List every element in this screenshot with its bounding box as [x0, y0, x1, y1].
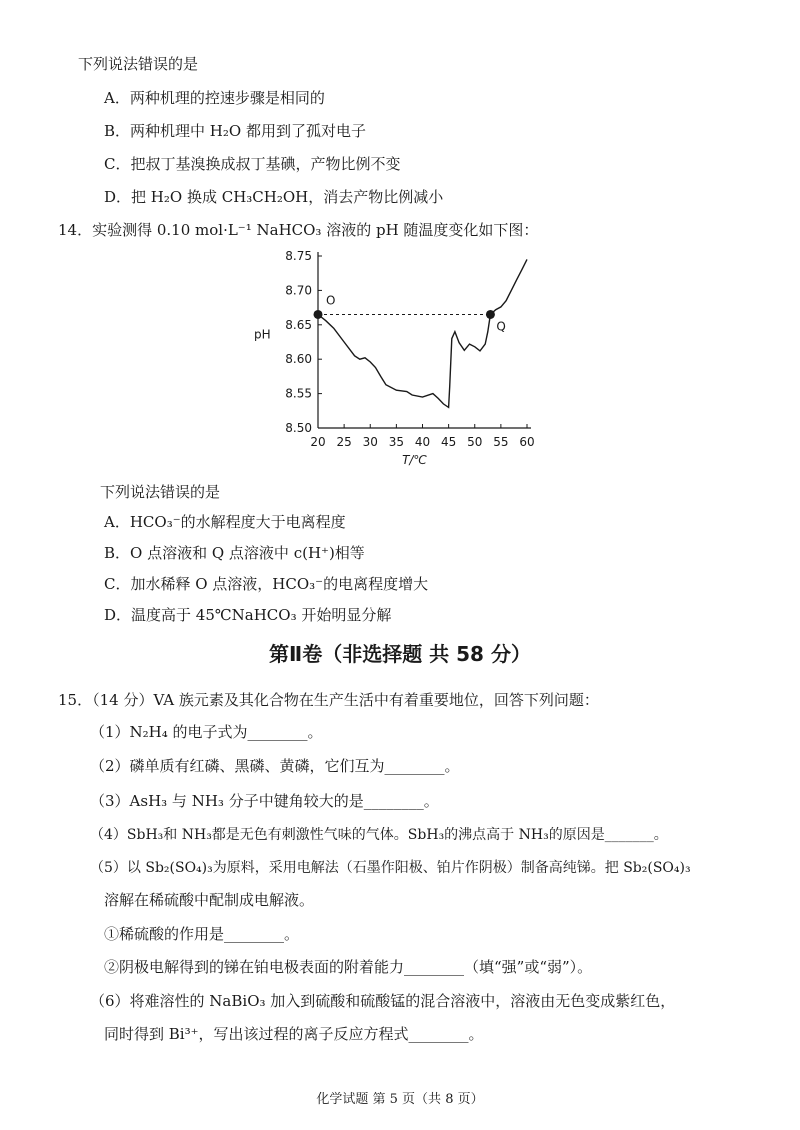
- y-tick-label: 8.65: [285, 317, 312, 332]
- chart-points: [314, 293, 506, 333]
- q15-part-6b: 同时得到 Bi³⁺，写出该过程的离子反应方程式________。: [104, 1025, 484, 1043]
- page-footer: 化学试题 第 5 页（共 8 页）: [316, 1092, 484, 1107]
- q14-stem: 14．实验测得 0.10 mol·L⁻¹ NaHCO₃ 溶液的 pH 随温度变化如下图：: [58, 221, 539, 239]
- y-axis-label: pH: [254, 327, 271, 342]
- q15-part-5a: （5）以 Sb₂(SO₄)₃为原料，采用电解法（石墨作阳极、铂片作阴极）制备高纯锑。把 Sb₂(SO₄)₃: [90, 860, 691, 876]
- x-axis-label: T/℃: [402, 453, 427, 467]
- q15-part-6a: （6）将难溶性的 NaBiO₃ 加入到硫酸和硫酸锰的混合溶液中，溶液由无色变成紫红色，: [90, 992, 676, 1010]
- x-tick-label: 40: [414, 435, 431, 449]
- point-label-q: Q: [496, 319, 506, 334]
- q14-option-c: C．加水稀释 O 点溶液，HCO₃⁻的电离程度增大: [104, 575, 429, 593]
- x-tick-label: 25: [336, 435, 352, 449]
- point-q: [486, 310, 495, 319]
- x-tick-label: 20: [310, 435, 326, 449]
- q15-part-5d: ②阴极电解得到的锑在铂电极表面的附着能力________（填“强”或“弱”）。: [104, 958, 593, 976]
- q14-option-b: B．O 点溶液和 Q 点溶液中 c(H⁺)相等: [104, 544, 365, 562]
- x-tick-label: 30: [362, 435, 378, 449]
- q15-part-1: （1）N₂H₄ 的电子式为________。: [90, 723, 323, 741]
- q13-option-d: D．把 H₂O 换成 CH₃CH₂OH，消去产物比例减小: [104, 188, 444, 206]
- point-o: [314, 310, 323, 319]
- x-tick-label: 50: [467, 435, 483, 449]
- ph-temperature-chart: [240, 244, 550, 474]
- x-tick-label: 35: [388, 435, 405, 449]
- y-tick-label: 8.55: [285, 386, 312, 401]
- y-tick-label: 8.60: [285, 352, 312, 367]
- q15-part-5b: 溶解在稀硫酸中配制成电解液。: [104, 891, 315, 909]
- q13-stem: 下列说法错误的是: [78, 55, 199, 73]
- y-tick-label: 8.75: [285, 249, 312, 263]
- section-title: 第Ⅱ卷（非选择题 共 58 分）: [269, 642, 531, 666]
- chart-axes: [318, 252, 531, 428]
- q15-stem: 15．（14 分）VA 族元素及其化合物在生产生活中有着重要地位，回答下列问题：: [58, 691, 599, 709]
- q15-part-4: （4）SbH₃和 NH₃都是无色有刺激性气味的气体。SbH₃的沸点高于 NH₃的原因是_______。: [90, 827, 668, 843]
- q13-option-c: C．把叔丁基溴换成叔丁基碘，产物比例不变: [104, 155, 401, 173]
- x-tick-label: 55: [493, 435, 509, 449]
- q15-part-5c: ①稀硫酸的作用是________。: [104, 925, 300, 943]
- x-ticks: [310, 424, 534, 449]
- q13-option-a: A．两种机理的控速步骤是相同的: [104, 89, 325, 107]
- y-tick-label: 8.50: [285, 421, 312, 435]
- y-tick-label: 8.70: [285, 283, 312, 298]
- q15-part-3: （3）AsH₃ 与 NH₃ 分子中键角较大的是________。: [90, 792, 439, 810]
- q15-part-2: （2）磷单质有红磷、黑磷、黄磷，它们互为________。: [90, 757, 460, 775]
- q13-option-b: B．两种机理中 H₂O 都用到了孤对电子: [104, 122, 366, 140]
- point-label-o: O: [326, 293, 336, 308]
- x-tick-label: 60: [519, 435, 535, 449]
- q14-sub-stem: 下列说法错误的是: [100, 483, 221, 501]
- q14-option-d: D．温度高于 45℃NaHCO₃ 开始明显分解: [104, 606, 392, 624]
- x-tick-label: 45: [440, 435, 457, 449]
- y-ticks: [285, 249, 322, 435]
- q14-option-a: A．HCO₃⁻的水解程度大于电离程度: [104, 513, 346, 531]
